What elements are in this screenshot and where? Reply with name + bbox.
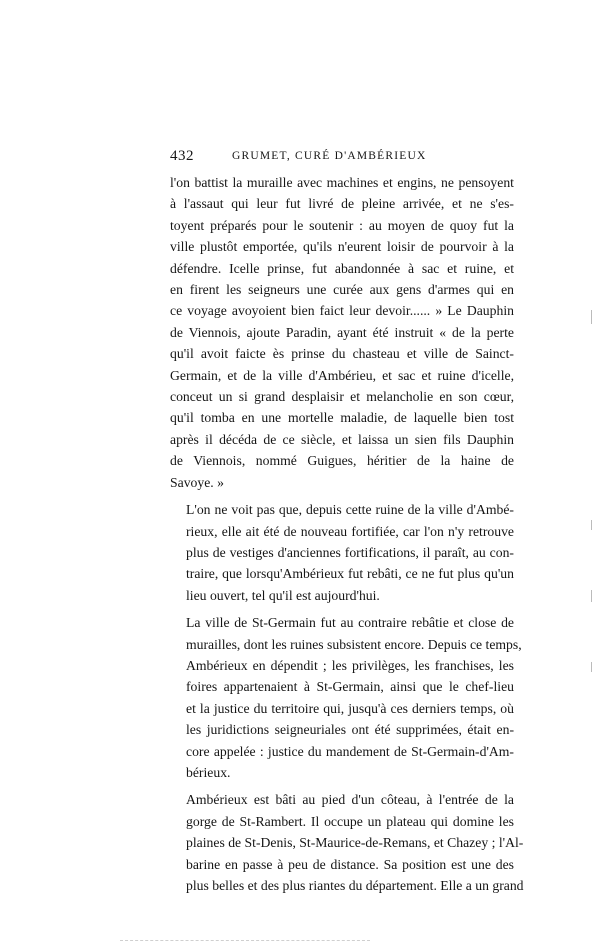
text-line: Germain, et de la ville d'Ambérieu, et sac et ruine d'icelle,: [170, 367, 514, 383]
text-line: gorge de St-Rambert. Il occupe un plateau qui domine les: [186, 813, 514, 829]
page-header: [170, 148, 514, 168]
text-line: traire, que lorsqu'Ambérieux fut rebâti, ce ne fut plus qu'un: [186, 566, 514, 582]
paragraph: [170, 612, 522, 783]
text-line: L'on ne voit pas que, depuis cette ruine de la ville d'Ambé-: [186, 502, 514, 518]
text-line: barine en passe à peu de distance. Sa position est une des: [186, 856, 514, 872]
running-head: GRUMET, CURÉ D'AMBÉRIEUX: [232, 150, 427, 162]
text-line: Savoye. »: [170, 474, 224, 490]
text-line: plaines de St-Denis, St-Maurice-de-Remans, et Chazey ; l'Al-: [186, 835, 524, 851]
text-line: core appelée : justice du mandement de St-Germain-d'Am-: [186, 743, 514, 759]
text-line: plus de vestiges d'anciennes fortifications, il paraît, au con-: [186, 544, 514, 560]
text-line: bérieux.: [186, 764, 231, 780]
scan-bottom-artifact: [120, 940, 370, 943]
text-line: conceut un si grand desplaisir et melancholie en son cœur,: [170, 389, 514, 405]
scan-edge-mark: [591, 310, 592, 324]
text-line: Ambérieux en dépendit ; les privilèges, les franchises, les: [186, 657, 514, 673]
text-line: en firent les seigneurs une curée aux gens d'armes qui en: [170, 282, 514, 298]
paragraph: [170, 172, 514, 493]
text-line: les juridictions seigneuriales ont été supprimées, était en-: [186, 722, 514, 738]
text-line: La ville de St-Germain fut au contraire rebâtie et close de: [186, 615, 514, 631]
paragraph: [170, 499, 514, 606]
text-line: qu'il avoit faicte ès prinse du chasteau et ville de Sainct-: [170, 346, 514, 362]
text-line: murailles, dont les ruines subsistent encore. Depuis ce temps,: [186, 636, 522, 652]
text-line: ce voyage avoyoient bien faict leur devoir...... » Le Dauphin: [170, 303, 514, 319]
text-line: défendre. Icelle prinse, fut abandonnée à sac et ruine, et: [170, 260, 514, 276]
page-number: 432: [170, 148, 194, 164]
scan-edge-mark: [591, 520, 592, 530]
text-line: rieux, elle ait été de nouveau fortifiée, car l'on n'y retrouve: [186, 523, 514, 539]
text-line: toyent préparés pour le soutenir : au moyen de quoy fut la: [170, 217, 514, 233]
text-line: foires appartenaient à St-Germain, ainsi que le chef-lieu: [186, 679, 514, 695]
text-line: après il décéda de ce siècle, et laissa un sien fils Dauphin: [170, 431, 514, 447]
text-line: et la justice du territoire qui, jusqu'à ces derniers temps, où: [186, 700, 514, 716]
text-line: de Viennois, nommé Guigues, héritier de la haine de: [170, 453, 514, 469]
body-text: [170, 172, 524, 902]
text-line: plus belles et des plus riantes du département. Elle a un grand: [186, 878, 524, 893]
text-line: de Viennois, ajoute Paradin, ayant été instruit « de la perte: [170, 324, 514, 340]
text-line: à l'assaut qui leur fut livré de pleine arrivée, et ne s'es-: [170, 196, 514, 212]
text-line: lieu ouvert, tel qu'il est aujourd'hui.: [186, 587, 380, 603]
text-line: qu'il tomba en une mortelle maladie, de laquelle bien tost: [170, 410, 514, 426]
scan-edge-mark: [591, 590, 592, 602]
paragraph: [170, 789, 524, 896]
text-line: ville plustôt emportée, qu'ils n'eurent loisir de pourvoir à la: [170, 239, 514, 255]
text-line: l'on battist la muraille avec machines et engins, ne pensoyent: [170, 175, 514, 190]
scan-edge-mark: [591, 662, 592, 672]
text-line: Ambérieux est bâti au pied d'un côteau, à l'entrée de la: [186, 792, 514, 808]
